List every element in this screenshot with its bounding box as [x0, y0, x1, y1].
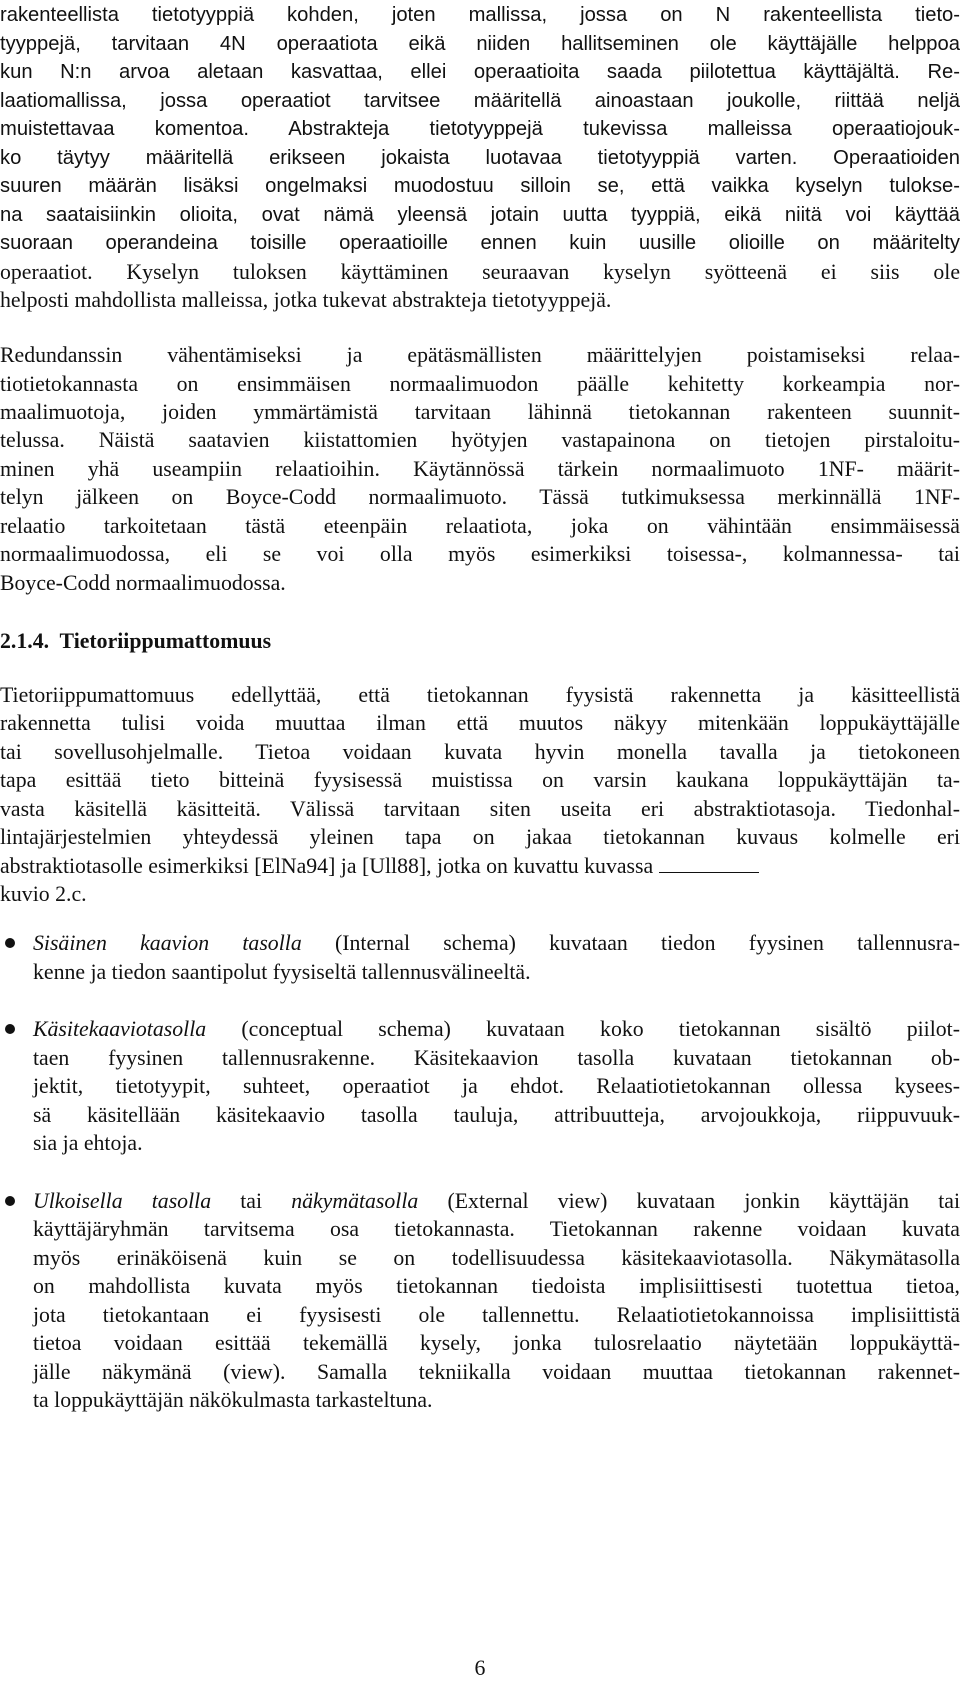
bullet-icon	[5, 938, 15, 948]
bullet-icon	[5, 1196, 15, 1206]
text-line: laatiomallissa, jossa operaatiot tarvitsee määritellä ainoastaan joukolle, riittää neljä	[0, 90, 960, 112]
text-line: normaalimuodossa, eli se voi olla myös esimerkiksi toisessa-, kolmannessa- tai	[0, 542, 960, 566]
list-item-line: on mahdollista kuvata myös tietokannan tiedoista implisiittisesti tuotettua tietoa,	[33, 1274, 960, 1298]
list-item-line: sä käsitellään käsitekaavio tasolla tauluja, attribuutteja, arvojoukkoja, riippuvuuk-	[33, 1103, 960, 1127]
text-span: (conceptual schema) kuvataan koko tietokannan sisältö piilot-	[206, 1017, 960, 1041]
text-line: tiotietokannasta on ensimmäisen normaalimuodon päälle kehitetty korkeampia nor-	[0, 372, 960, 396]
list-item-line: tietoa voidaan esittää tekemällä kysely, jonka tulosrelaatio näytetään loppukäyttä-	[33, 1331, 960, 1355]
list-item-line	[33, 1186, 960, 1216]
blank-underline	[659, 854, 759, 873]
text-line: telyn jälkeen on Boyce-Codd normaalimuoto. Tässä tutkimuksessa merkinnällä 1NF-	[0, 485, 960, 509]
text-line: kun N:n arvoa aletaan kasvattaa, ellei operaatioita saada piilotettua käyttäjältä. Re-	[0, 61, 960, 83]
text-line: rakenteellista tietotyyppiä kohden, joten mallissa, jossa on N rakenteellista tieto-	[0, 4, 960, 26]
list-item-line: jota tietokantaan ei fyysisesti ole tallennettu. Relaatiotietokannoissa implisiittistä	[33, 1303, 960, 1327]
text-line	[0, 851, 880, 881]
section-heading: 2.1.4. Tietoriippumattomuus	[0, 629, 272, 653]
text-line: helposti mahdollista malleissa, jotka tukevat abstrakteja tietotyyppejä.	[0, 288, 612, 312]
text-line: tapa esittää tieto bitteinä fyysisessä muistissa on varsin kaukana loppukäyttäjän ta-	[0, 768, 960, 792]
bullet-icon	[5, 1024, 15, 1034]
list-item-line: ta loppukäyttäjän näkökulmasta tarkasteltuna.	[33, 1388, 433, 1412]
list-item-line: käyttäjäryhmän tarvitsema osa tietokannasta. Tietokannan rakenne voidaan kuvata	[33, 1217, 960, 1241]
text-line: na saataisiinkin olioita, ovat nämä yleensä jotain uutta tyyppiä, eikä niitä voi käyttää	[0, 204, 960, 226]
term: näkymätasolla	[291, 1189, 419, 1213]
list-item-line: jälle näkymänä (view). Samalla tekniikalla voidaan muuttaa tietokannan rakennet-	[33, 1360, 960, 1384]
text-line: Tietoriippumattomuus edellyttää, että tietokannan fyysistä rakennetta ja käsitteellistä	[0, 683, 960, 707]
text-line: ko täytyy määritellä erikseen jokaista luotavaa tietotyyppiä varten. Operaatioiden	[0, 147, 960, 169]
list-item-line	[33, 928, 960, 958]
list-item-line	[33, 1014, 960, 1044]
text-line: lintajärjestelmien yhteydessä yleinen tapa on jakaa tietokannan kuvaus kolmelle eri	[0, 825, 960, 849]
text-line: vasta käsitellä käsitteitä. Välissä tarvitaan siten useita eri abstraktiotasoja. Tiedonhal-	[0, 797, 960, 821]
text-line: maalimuotoja, joiden ymmärtämistä tarvitaan lähinnä tietokannan rakenteen suunnit-	[0, 400, 960, 424]
text-line: minen yhä useampiin relaatioihin. Käytännössä tärkein normaalimuoto 1NF- määrit-	[0, 457, 960, 481]
term: Käsitekaaviotasolla	[33, 1017, 207, 1041]
page-number: 6	[474, 1656, 486, 1680]
text-span: (Internal schema) kuvataan tiedon fyysinen tallennusra-	[301, 931, 960, 955]
text-line: muistettavaa komentoa. Abstrakteja tietotyyppejä tukevissa malleissa operaatiojouk-	[0, 118, 960, 140]
text-span: tai	[211, 1189, 292, 1213]
list-item-line: sia ja ehtoja.	[33, 1131, 143, 1155]
text-line: kuvio 2.c.	[0, 882, 87, 906]
text-span: abstraktiotasolle esimerkiksi [ElNa94] ja [Ull88], jotka on kuvattu kuvassa	[0, 854, 654, 878]
text-line: rakennetta tulisi voida muuttaa ilman että muutos näkyy mitenkään loppukäyttäjälle	[0, 711, 960, 735]
text-line: relaatio tarkoitetaan tästä eteenpäin relaatiota, joka on vähintään ensimmäisessä	[0, 514, 960, 538]
list-item-line: kenne ja tiedon saantipolut fyysiseltä tallennusvälineeltä.	[33, 960, 531, 984]
text-line: telussa. Näistä saatavien kiistattomien hyötyjen vastapainona on tietojen pirstaloitu-	[0, 428, 960, 452]
list-item-line: myös erinäköisenä kuin se on todellisuudessa käsitekaaviotasolla. Näkymätasolla	[33, 1246, 960, 1270]
term: Ulkoisella tasolla	[33, 1189, 212, 1213]
text-line: Redundanssin vähentämiseksi ja epätäsmällisten määrittelyjen poistamiseksi relaa-	[0, 343, 960, 367]
term: Sisäinen kaavion tasolla	[33, 931, 302, 955]
text-line: suuren määrän lisäksi ongelmaksi muodostuu silloin se, että vaikka kyselyn tulokse-	[0, 175, 960, 197]
list-item-line: taen fyysinen tallennusrakenne. Käsitekaavion tasolla kuvataan tietokannan ob-	[33, 1046, 960, 1070]
list-item-line: jektit, tietotyypit, suhteet, operaatiot ja ehdot. Relaatiotietokannan ollessa kysees-	[33, 1074, 960, 1098]
text-line: tai sovellusohjelmalle. Tietoa voidaan kuvata hyvin monella tavalla ja tietokoneen	[0, 740, 960, 764]
text-line: tyyppejä, tarvitaan 4N operaatiota eikä niiden hallitseminen ole käyttäjälle helppoa	[0, 33, 960, 55]
text-line: Boyce-Codd normaalimuodossa.	[0, 571, 286, 595]
text-span: (External view) kuvataan jonkin käyttäjän tai	[418, 1189, 960, 1213]
text-line: suoraan operandeina toisille operaatioille ennen kuin uusille olioille on määritelty	[0, 232, 960, 254]
text-line: operaatiot. Kyselyn tuloksen käyttäminen seuraavan kyselyn syötteenä ei siis ole	[0, 260, 960, 284]
